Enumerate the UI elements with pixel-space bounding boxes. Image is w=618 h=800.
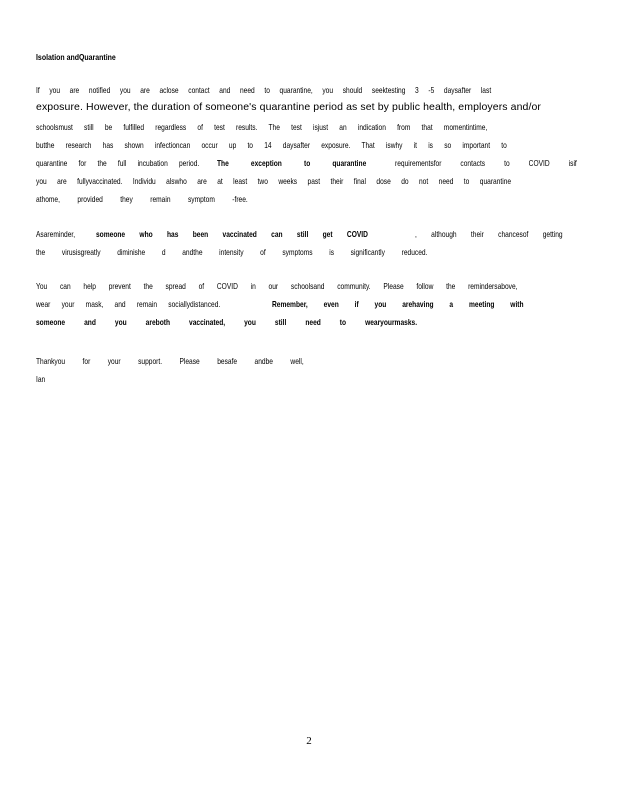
text-run: Asareminder, [36, 229, 76, 239]
paragraph-1-line-7 [36, 194, 574, 205]
emphasis-text: Remember, even if you arehaving a meeting with [272, 299, 524, 309]
text-run: the virusisgreatly diminishe d andthe intensity of symptoms is significantly reduced. [36, 247, 428, 257]
paragraph-2-line-1 [36, 229, 574, 240]
text-run: schoolsmust still be fulfilled regardless of test results. The test isjust an indication from that momentintime, [36, 122, 488, 132]
paragraph-1-line-5 [36, 158, 577, 169]
emphasis-text: someone and you areboth vaccinated, you still need to wearyourmasks. [36, 317, 418, 327]
paragraph-3-line-2 [36, 299, 574, 310]
text-run: athome, provided they remain symptom -free. [36, 194, 248, 204]
text-run: You can help prevent the spread of COVID in our schoolsand community. Please follow the remindersabove, [36, 281, 518, 291]
text-run: butthe research has shown infectioncan occur up to 14 daysafter exposure. That iswhy it is so important to [36, 140, 507, 150]
text-run: you are fullyvaccinated. Individu alswho are at least two weeks past their final dose do not need to quarantine [36, 176, 512, 186]
paragraph-1-line-1 [36, 85, 574, 96]
signature-line [36, 374, 574, 385]
page-number: 2 [306, 735, 312, 747]
paragraph-2-line-2 [36, 247, 574, 258]
text-run: requirementsfor contacts to COVID isif [394, 158, 577, 168]
paragraph-3-line-3 [36, 317, 574, 328]
paragraph-3-line-1 [36, 281, 574, 292]
paragraph-1-line-2 [36, 102, 574, 113]
emphasis-text: The exception to quarantine [217, 158, 367, 168]
text-run: , although their chancesof getting [414, 229, 563, 239]
paragraph-1-line-3 [36, 122, 574, 133]
paragraph-1-line-4 [36, 140, 574, 151]
text-run: wear your mask, and remain sociallydistanced. [36, 299, 221, 309]
emphasis-text: someone who has been vaccinated can still get COVID [96, 229, 368, 239]
closing-line [36, 356, 574, 367]
paragraph-1-line-6 [36, 176, 574, 187]
text-run: Thankyou for your support. Please besafe andbe well, [36, 356, 304, 366]
text-run: quarantine for the full incubation period. [36, 158, 200, 168]
text-run: exposure. However, the duration of someone's quarantine period as set by public health, employers and/or [36, 101, 542, 113]
text-run: If you are notified you are aclose contact and need to quarantine, you should seektesting 3 -5 daysafter last [36, 85, 492, 95]
section-heading: Isolation andQuarantine [36, 52, 116, 62]
signature-name: Ian [36, 374, 46, 384]
